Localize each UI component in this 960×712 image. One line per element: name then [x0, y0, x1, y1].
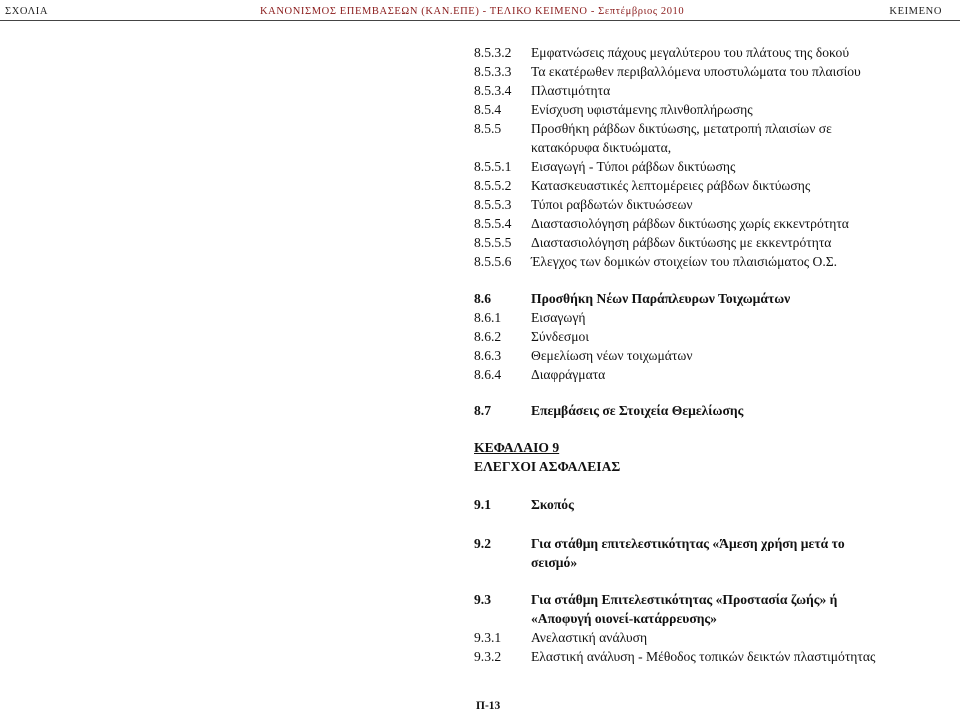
- toc-number: 9.1: [474, 497, 491, 512]
- toc-title: Εμφατνώσεις πάχους μεγαλύτερου του πλάτους της δοκού: [531, 45, 850, 60]
- toc-title: Τύποι ραβδωτών δικτυώσεων: [531, 197, 693, 212]
- toc-title: «Αποφυγή οιονεί-κατάρρευσης»: [531, 611, 717, 626]
- toc-title: Πλαστιμότητα: [531, 83, 611, 98]
- toc-number: 8.5.5.1: [474, 159, 512, 174]
- toc-number: 9.2: [474, 536, 491, 551]
- toc-title: Διαφράγματα: [531, 367, 606, 382]
- toc-number: 8.5.5.5: [474, 235, 512, 250]
- toc-number: 8.7: [474, 403, 491, 418]
- toc-title: Εισαγωγή: [531, 310, 586, 325]
- toc-title: Προσθήκη Νέων Παράπλευρων Τοιχωμάτων: [531, 291, 791, 306]
- toc-title: Για στάθμη Επιτελεστικότητας «Προστασία ζωής» ή: [531, 592, 838, 607]
- toc-number: 8.5.5.3: [474, 197, 512, 212]
- toc-title: Διαστασιολόγηση ράβδων δικτύωσης χωρίς εκκεντρότητα: [531, 216, 849, 231]
- toc-title: Εισαγωγή - Τύποι ράβδων δικτύωσης: [531, 159, 736, 174]
- toc-number: 9.3: [474, 592, 491, 607]
- page-number: Π-13: [476, 700, 501, 712]
- toc-number: 8.6.3: [474, 348, 502, 363]
- toc-number: 8.6.4: [474, 367, 502, 382]
- toc-title: Προσθήκη ράβδων δικτύωσης, μετατροπή πλαισίων σε: [531, 121, 832, 136]
- toc-title: Θεμελίωση νέων τοιχωμάτων: [531, 348, 693, 363]
- toc-number: 9.3.2: [474, 649, 502, 664]
- toc-number: 8.5.3.3: [474, 64, 512, 79]
- toc-title: Ανελαστική ανάλυση: [531, 630, 648, 645]
- toc-title: Έλεγχος των δομικών στοιχείων του πλαισιώματος Ο.Σ.: [531, 254, 838, 269]
- header-document-title: ΚΑΝΟΝΙΣΜΟΣ ΕΠΕΜΒΑΣΕΩΝ (ΚΑΝ.ΕΠΕ) - ΤΕΛΙΚΟ ΚΕΙΜΕΝΟ - Σεπτέμβριος 2010: [260, 6, 685, 17]
- chapter-subtitle: ΕΛΕΓΧΟΙ ΑΣΦΑΛΕΙΑΣ: [474, 459, 621, 474]
- toc-title: Σύνδεσμοι: [531, 329, 589, 344]
- toc-number: 8.6.1: [474, 310, 502, 325]
- toc-title: Διαστασιολόγηση ράβδων δικτύωσης με εκκεντρότητα: [531, 235, 832, 250]
- toc-number: 8.6.2: [474, 329, 502, 344]
- toc-number: 8.5.3.2: [474, 45, 512, 60]
- chapter-title: ΚΕΦΑΛΑΙΟ 9: [474, 440, 560, 455]
- toc-title: Επεμβάσεις σε Στοιχεία Θεμελίωσης: [531, 403, 744, 418]
- toc-number: 8.5.3.4: [474, 83, 512, 98]
- toc-title: Κατασκευαστικές λεπτομέρειες ράβδων δικτύωσης: [531, 178, 811, 193]
- toc-title: Τα εκατέρωθεν περιβαλλόμενα υποστυλώματα του πλαισίου: [531, 64, 861, 79]
- toc-title: σεισμό»: [531, 555, 578, 570]
- toc-number: 8.5.4: [474, 102, 502, 117]
- header-divider: [0, 20, 960, 21]
- toc-number: 8.6: [474, 291, 491, 306]
- toc-number: 8.5.5.6: [474, 254, 512, 269]
- toc-number: 9.3.1: [474, 630, 502, 645]
- toc-number: 8.5.5.4: [474, 216, 512, 231]
- page-header: [0, 0, 960, 24]
- header-right-label: ΚΕΙΜΕΝΟ: [889, 6, 942, 17]
- header-left-label: ΣΧΟΛΙΑ: [5, 6, 49, 17]
- toc-title: Για στάθμη επιτελεστικότητας «Άμεση χρήση μετά το: [531, 536, 845, 551]
- toc-title: Ενίσχυση υφιστάμενης πλινθοπλήρωσης: [531, 102, 753, 117]
- toc-title: κατακόρυφα δικτυώματα,: [531, 140, 672, 155]
- toc-title: Σκοπός: [531, 497, 574, 512]
- toc-number: 8.5.5.2: [474, 178, 512, 193]
- toc-number: 8.5.5: [474, 121, 502, 136]
- toc-title: Ελαστική ανάλυση - Μέθοδος τοπικών δεικτών πλαστιμότητας: [531, 649, 876, 664]
